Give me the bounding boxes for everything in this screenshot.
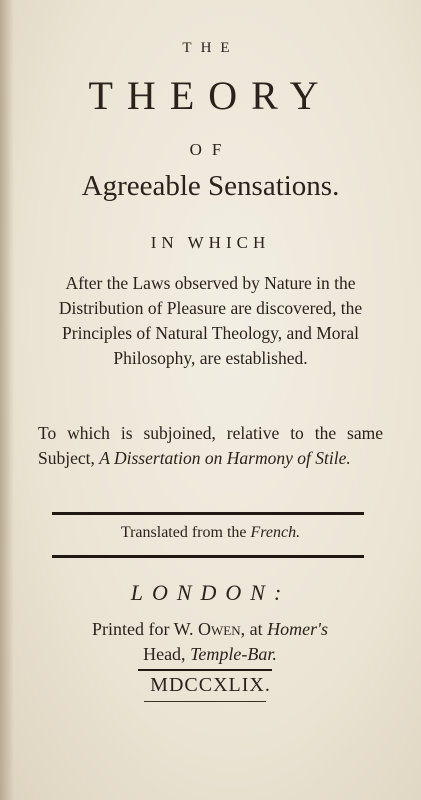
title-main: Agreeable Sensations. [81,170,340,202]
divider-rule [52,555,364,558]
publication-date: MDCCXLIX. [150,674,271,696]
imprint-printer: Owen [198,619,241,639]
title-theory: THEORY [88,73,333,118]
imprint-printed-for: Printed for W. [92,619,194,639]
date-rule [138,669,272,671]
translation-lead: Translated from the [120,524,247,541]
dissertation-title: A Dissertation on Harmony of Stile. [99,448,351,468]
subjoined-paragraph [38,421,383,471]
imprint-city: LONDON: [130,580,291,605]
translation-note [0,524,421,542]
imprint-homer: Homer's [267,619,328,639]
date-underline [144,701,266,702]
imprint-head: Head, [143,644,186,664]
description-paragraph: After the Laws observed by Nature in the Distribution of Pleasure are discovered, the Principles of Natural Theology, and Moral Philosophy, are established. [58,273,363,368]
in-which-heading: IN WHICH [150,233,271,252]
imprint-line [30,617,390,667]
translation-language: French. [250,524,301,541]
imprint-at: , at [240,619,263,639]
title-the: THE [182,40,239,56]
title-of: OF [189,140,232,159]
imprint-temple-bar: Temple-Bar. [190,644,277,664]
subjoined-lead: To which is subjoined, relative to the same Subject, [38,423,383,468]
divider-rule [52,512,364,515]
